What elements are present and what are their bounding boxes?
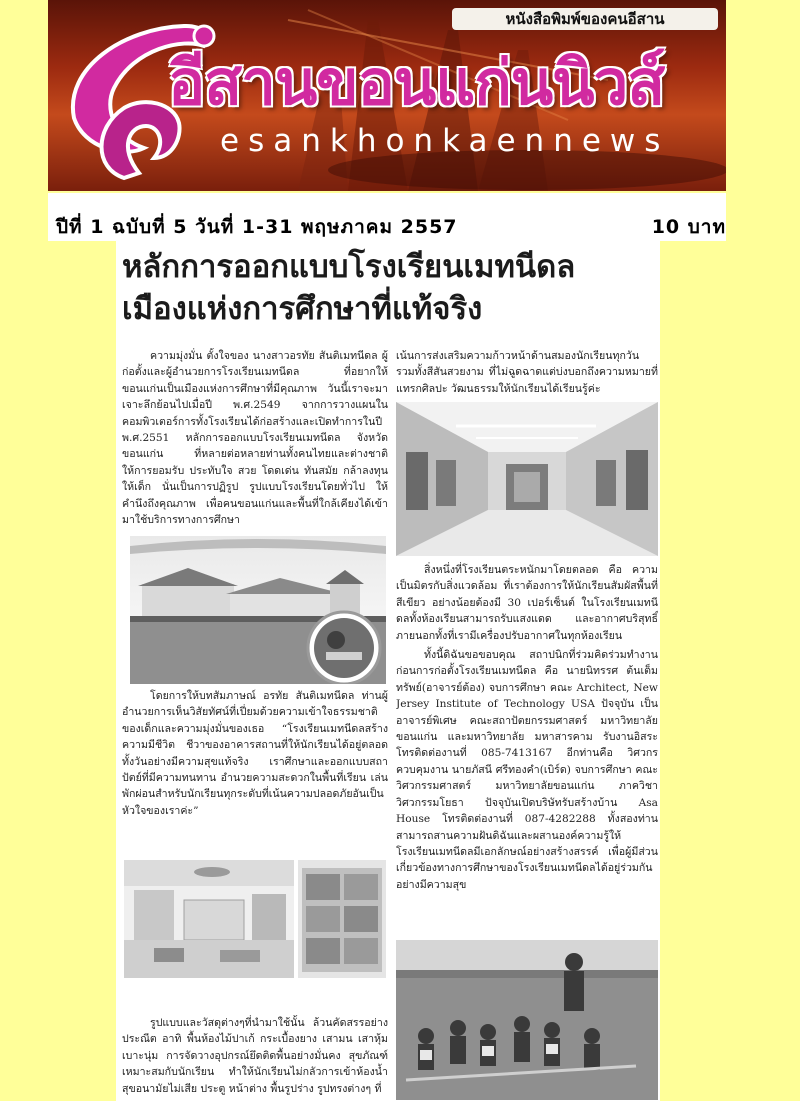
school-building-photo [130,536,386,684]
masthead [48,0,726,191]
article-paragraph: เน้นการส่งเสริมความก้าวหน้าด้านสมองนักเรียนทุกวัน รวมทั้งสีสันสวยงาม ที่ไม่ฉูดฉาดแต่บ่งบอกถึงความหมายที่แทรกศิลปะ วัฒนธรรมให้นักเรียนได้เรียนรู้ค่ะ [396,350,658,395]
article-column-left-1 [122,348,388,534]
classroom-photo [124,860,294,978]
article-column-right-2 [396,562,658,938]
article-paragraph: โดยการให้บทสัมภาษณ์ อรทัย สันติเมทนีดล ท่านผู้อำนวยการเห็นวิสัยทัศน์ที่เปี่ยมด้วยความเข้าใจธรรมชาติของเด็กและความมุ่งมั่นของเธอ “โรงเรียนเมทนีดลสร้างความมีชีวิต ชีวาของอาคารสถานที่ให้นักเรียนได้อยู่ตลอดทั้งวันอย่างมีความสุขแท้จริง เราศึกษาและออกแบบสถาปัตย์ที่มีความทนทาน อำนวยความสะดวกในพื้นที่เรียน เล่น พักผ่อนสำหรับนักเรียนทุกระดับที่เน้นความปลอดภัยอันเป็นหัวใจของเราค่ะ” [122,690,388,817]
masthead-title-thai: อีสานขอนแก่นนิวส์ [168,46,665,119]
article-paragraph: ความมุ่งมั่น ตั้งใจของ นางสาวอรทัย สันติเมทนีดล ผู้ก่อตั้งและผู้อำนวยการโรงเรียนเมทนีดล ที่อยากให้ขอนแก่นเป็นเมืองแห่งการศึกษาที่มีคุณภาพ วันนี้เราจะมาเจาะลึกย้อนไปเมื่อปี พ.ศ.2549 จากการวางแผนในคอมพิวเตอร์การทั้งโรงเรียนได้ก่อสร้างและเปิดทำการในปี พ.ศ.2551 หลักการออกแบบโรงเรียนเมทนีดล จังหวัดขอนแก่น ที่หลายต่อหลายท่านทั้งคนไทยและต่างชาติให้การยอมรับ ประทับใจ สวย โดดเด่น ทันสมัย กล้าลงทุนให้เด็ก นั่นเป็นการปฏิรูป รูปแบบโรงเรียนโดยทั่วไป ให้คำนึงถึงคุณภาพ เพื่อคนขอนแก่นและพื้นที่ใกล้เคียงได้เข้ามาใช้บริการทางการศึกษา [122,350,388,527]
issue-info: ปีที่ 1 ฉบับที่ 5 วันที่ 1-31 พฤษภาคม 2557 [56,216,458,238]
article-headline-line-2: เมืองแห่งการศึกษาที่แท้จริง [122,291,483,327]
children-playing-photo [396,940,658,1100]
article-column-right-1 [396,348,658,400]
issue-price: 10 บาท [651,216,726,238]
masthead-title-latin: esankhonkaennews [220,123,670,159]
article-paragraph: ทั้งนี้ดิฉันขอขอบคุณ สถาปนิกที่ร่วมคิดร่วมทำงานก่อนการก่อตั้งโรงเรียนเมทนีดล คือ นายนิทรรศ ต้นเต็มทรัพย์(อาจารย์ต้อง) จบการศึกษา คณะ Architect, New Jersey Institute of Technology USA ปัจจุบัน เป็นอาจารย์พิเศษ คณะสถาปัตยกรรมศาสตร์ มหาวิทยาลัยขอนแก่น และมหาวิทยาลัย มหาสารคาม รับงานอิสระ โทรติดต่องานที่ 085-7413167 อีกท่านคือ วิศวกรควบคุมงาน นายภัสนี ศรีทองคำ(เบิร์ด) จบการศึกษา คณะวิศวกรรมศาสตร์ มหาวิทยาลัยขอนแก่น ภาควิชา วิศวกรรมโยธา ปัจจุบันเปิดบริษัทรับสร้างบ้าน Asa House โทรติดต่องานที่ 087-4282288 ทั้งสองท่านสามารถสานความฝันดิฉันและผสานองค์ความรู้ให้ โรงเรียนเมทนีดลมีเอกลักษณ์อย่างสร้างสรรค์ เพื่อผู้มีส่วนเกี่ยวข้องทางการศึกษาของโรงเรียนเมทนีดลได้อยู่ร่วมกันอย่างมีความสุข [396,649,658,891]
article-column-left-3 [122,1015,388,1099]
article-headline-line-1: หลักการออกแบบโรงเรียนเมทนีดล [122,249,576,285]
article-paragraph: รูปแบบและวัสดุต่างๆที่นำมาใช้นั้น ล้วนคัดสรรอย่างประณีต อาทิ พื้นห้องไม้ปาเก้ กระเบื้องยาง เสามน เสาหุ้มเบาะนุ่ม การจัดวางอุปกรณ์ยึดติดพื้นอย่างมั่นคง สุขภัณฑ์เหมาะสมกับนักเรียน ทำให้นักเรียนไม่กลัวการเข้าห้องน้ำ สุขอนามัยไม่เสีย ประตู หน้าต่าง พื้นรูปร่าง รูปทรงต่างๆ ที่ [122,1017,388,1095]
shelves-photo [298,860,386,978]
article-paragraph: สิ่งหนึ่งที่โรงเรียนตระหนักมาโดยตลอด คือ ความเป็นมิตรกับสิ่งแวดล้อม ที่เราต้องการให้นักเรียนสัมผัสพื้นที่สีเขียว อย่างน้อยต้องมี 30 เปอร์เซ็นต์ ในโรงเรียนเมทนีดลทั้งห้องเรียนสามารถรับแสงแดด และอากาศบริสุทธิ์ภายนอกทั้งที่เรามีเครื่องปรับอากาศในทุกห้องเรียน [396,564,658,642]
masthead-tagline: หนังสือพิมพ์ของคนอีสาน [452,8,718,30]
corridor-photo [396,402,658,556]
article-column-left-2 [122,688,388,858]
